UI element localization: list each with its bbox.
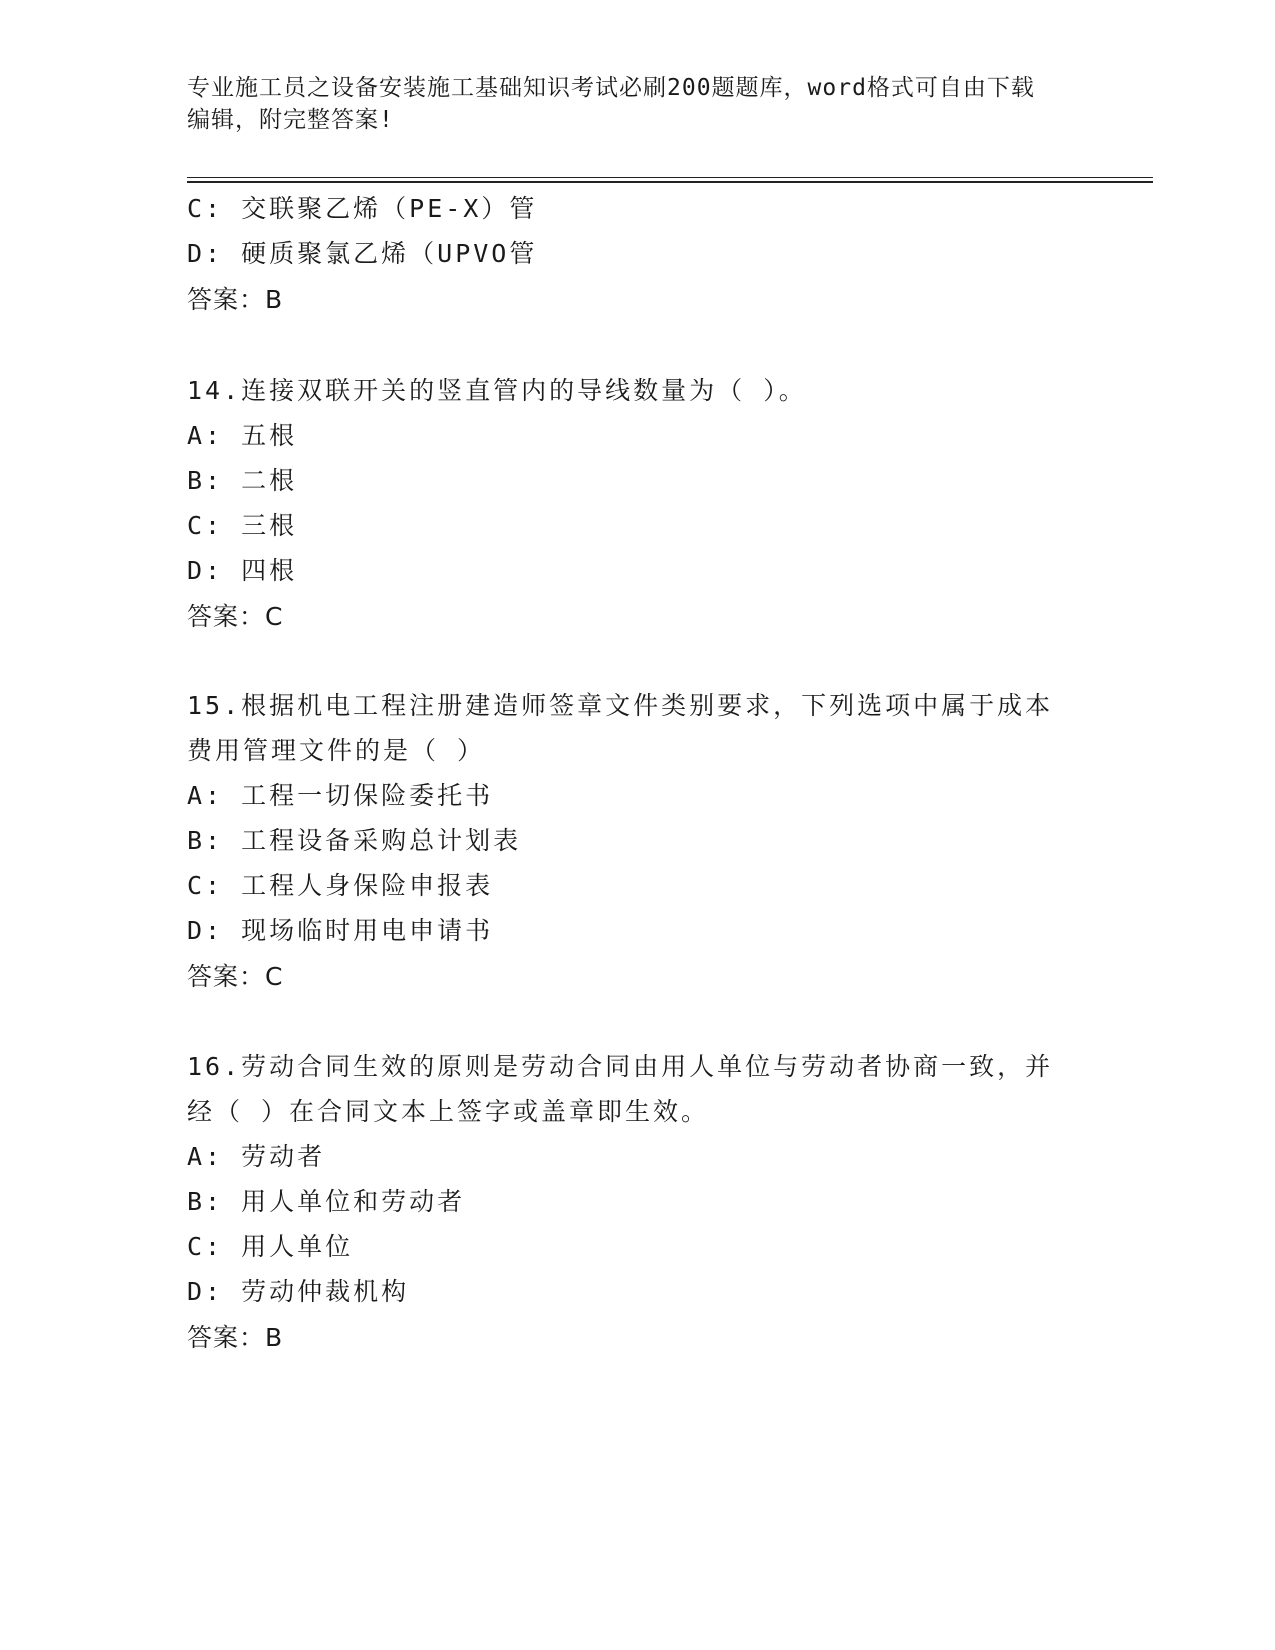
- q15-option-b: B: 工程设备采购总计划表: [187, 826, 522, 855]
- q15-option-c: C: 工程人身保险申报表: [187, 871, 494, 900]
- q15-stem-line-2: 费用管理文件的是（ ）: [187, 736, 486, 765]
- q16-stem-line-1: 16.劳动合同生效的原则是劳动合同由用人单位与劳动者协商一致，并: [187, 1052, 1054, 1081]
- q13-option-c: C: 交联聚乙烯（PE-X）管: [187, 194, 538, 223]
- q15-answer: 答案：C: [187, 962, 284, 991]
- q16-option-a: A: 劳动者: [187, 1142, 326, 1171]
- q14-answer: 答案：C: [187, 602, 284, 631]
- header-divider-thick: [187, 181, 1153, 183]
- q16-option-c: C: 用人单位: [187, 1232, 354, 1261]
- q15-option-a: A: 工程一切保险委托书: [187, 781, 494, 810]
- header-title-line-1: 专业施工员之设备安装施工基础知识考试必刷200题题库，word格式可自由下载: [187, 75, 1035, 101]
- q14-option-d: D: 四根: [187, 556, 298, 585]
- q14-option-b: B: 二根: [187, 466, 298, 495]
- q16-option-d: D: 劳动仲裁机构: [187, 1277, 410, 1306]
- q13-answer: 答案：B: [187, 285, 284, 314]
- header-divider-thin: [187, 177, 1153, 178]
- q16-stem-line-2: 经（ ）在合同文本上签字或盖章即生效。: [187, 1097, 710, 1126]
- q14-option-a: A: 五根: [187, 421, 298, 450]
- q16-option-b: B: 用人单位和劳动者: [187, 1187, 466, 1216]
- q15-option-d: D: 现场临时用电申请书: [187, 916, 494, 945]
- q14-stem: 14.连接双联开关的竖直管内的导线数量为（ ）。: [187, 376, 807, 405]
- q14-option-c: C: 三根: [187, 511, 298, 540]
- q13-option-d: D: 硬质聚氯乙烯（UPVO管: [187, 239, 538, 268]
- header-title-line-2: 编辑，附完整答案!: [187, 107, 394, 133]
- q16-answer: 答案：B: [187, 1323, 284, 1352]
- q15-stem-line-1: 15.根据机电工程注册建造师签章文件类别要求，下列选项中属于成本: [187, 691, 1054, 720]
- document-header: [187, 72, 1087, 136]
